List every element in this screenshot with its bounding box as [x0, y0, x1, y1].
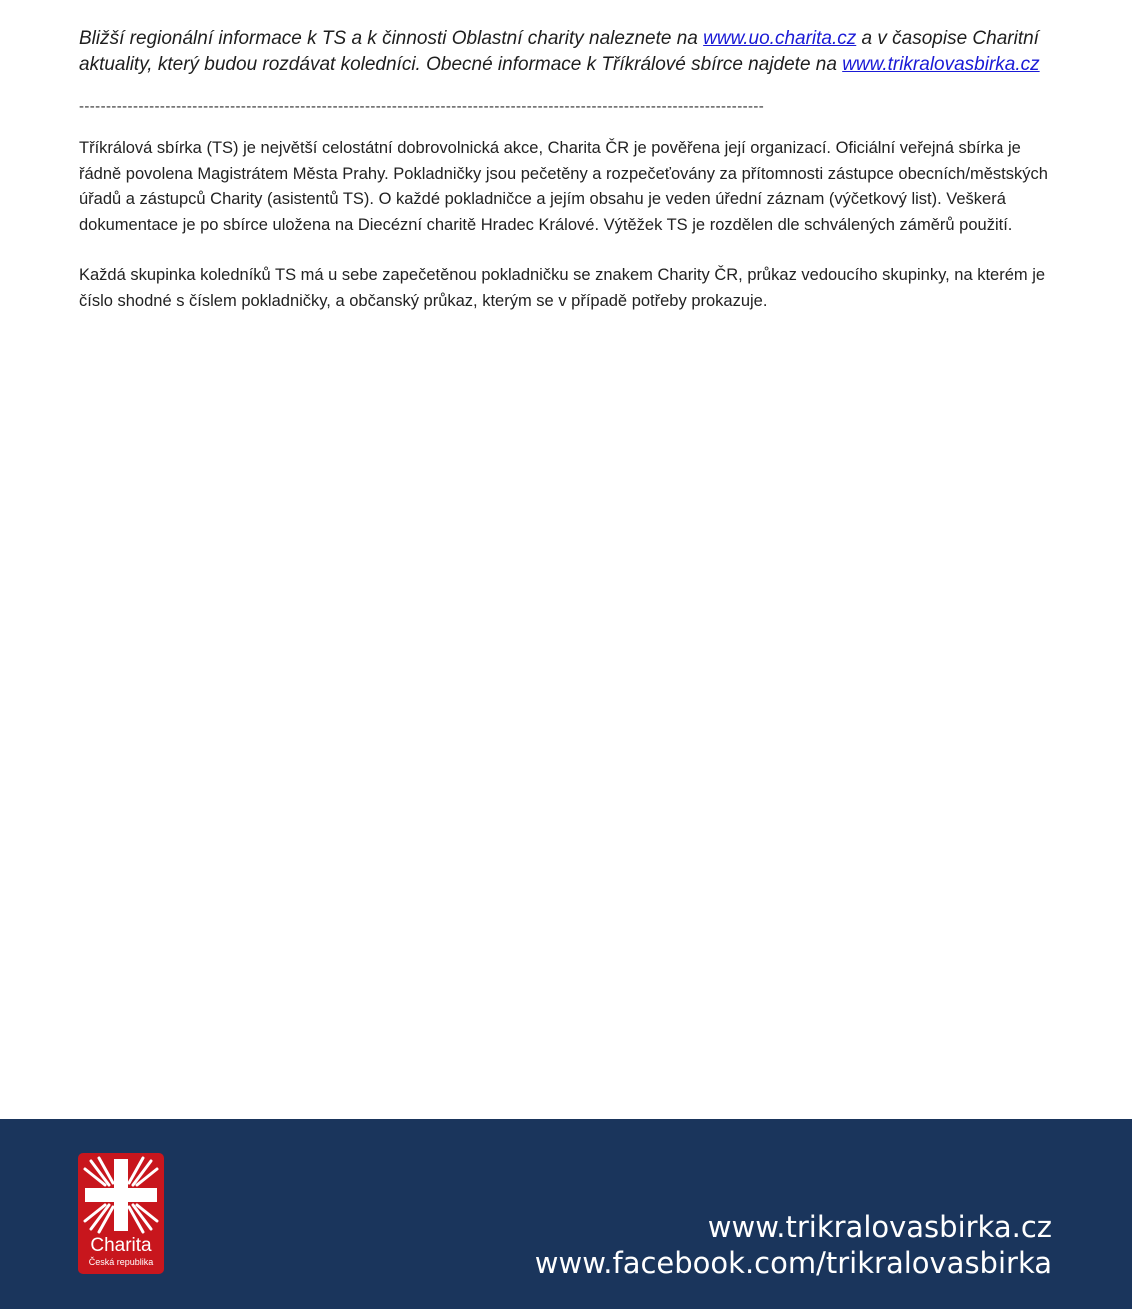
paragraph-carolers: Každá skupinka koledníků TS má u sebe zapečetěnou pokladničku se znakem Charity ČR, průkaz vedoucího skupinky, na kterém je číslo shodné s číslem pokladničky, a občanský průkaz, kterým se v případě potřeby prokazuje.	[79, 266, 1046, 310]
charita-cross-icon	[81, 1155, 161, 1235]
uo-charita-link[interactable]: www.uo.charita.cz	[703, 28, 857, 49]
trikralovasbirka-link[interactable]: www.trikralovasbirka.cz	[842, 53, 1040, 75]
intro-paragraph	[79, 26, 1054, 77]
paragraph-about-collection: Tříkrálová sbírka (TS) je největší celostátní dobrovolnická akce, Charita ČR je pověřena její organizací. Oficiální veřejná sbírka je řádně povolena Magistrátem Města Prahy. Pokladničky jsou pečetěny a rozpečeťovány za přítomnosti zástupce obecních/městských úřadů a zástupců Charity (asistentů TS). O každé pokladničce a jejím obsahu je veden úřední záznam (výčetkový list). Veškerá dokumentace je po sbírce uložena na Diecézní charitě Hradec Králové. Výtěžek TS je rozdělen dle schválených záměrů použití.	[79, 139, 1048, 234]
intro-text-1: Bližší regionální informace k TS a k činnosti Oblastní charity naleznete na	[79, 28, 704, 49]
document-body	[79, 26, 1054, 314]
charita-logo[interactable]	[78, 1153, 164, 1274]
footer-links	[535, 1209, 1052, 1281]
footer-facebook-link[interactable]: www.facebook.com/trikralovasbirka	[534, 1246, 1052, 1280]
logo-subtitle: Česká republika	[88, 1257, 154, 1267]
dashed-divider: -------------------------------------------------------------------------------------------------------------------------------	[79, 98, 765, 115]
logo-name: Charita	[90, 1235, 152, 1256]
footer-website-link[interactable]: www.trikralovasbirka.cz	[707, 1210, 1052, 1244]
intro-text-2: a v časopise Charitní aktuality, který budou rozdávat koledníci. Obecné informace k Tříkrálové sbírce najdete na	[79, 28, 1039, 75]
footer-banner	[0, 1119, 1132, 1309]
